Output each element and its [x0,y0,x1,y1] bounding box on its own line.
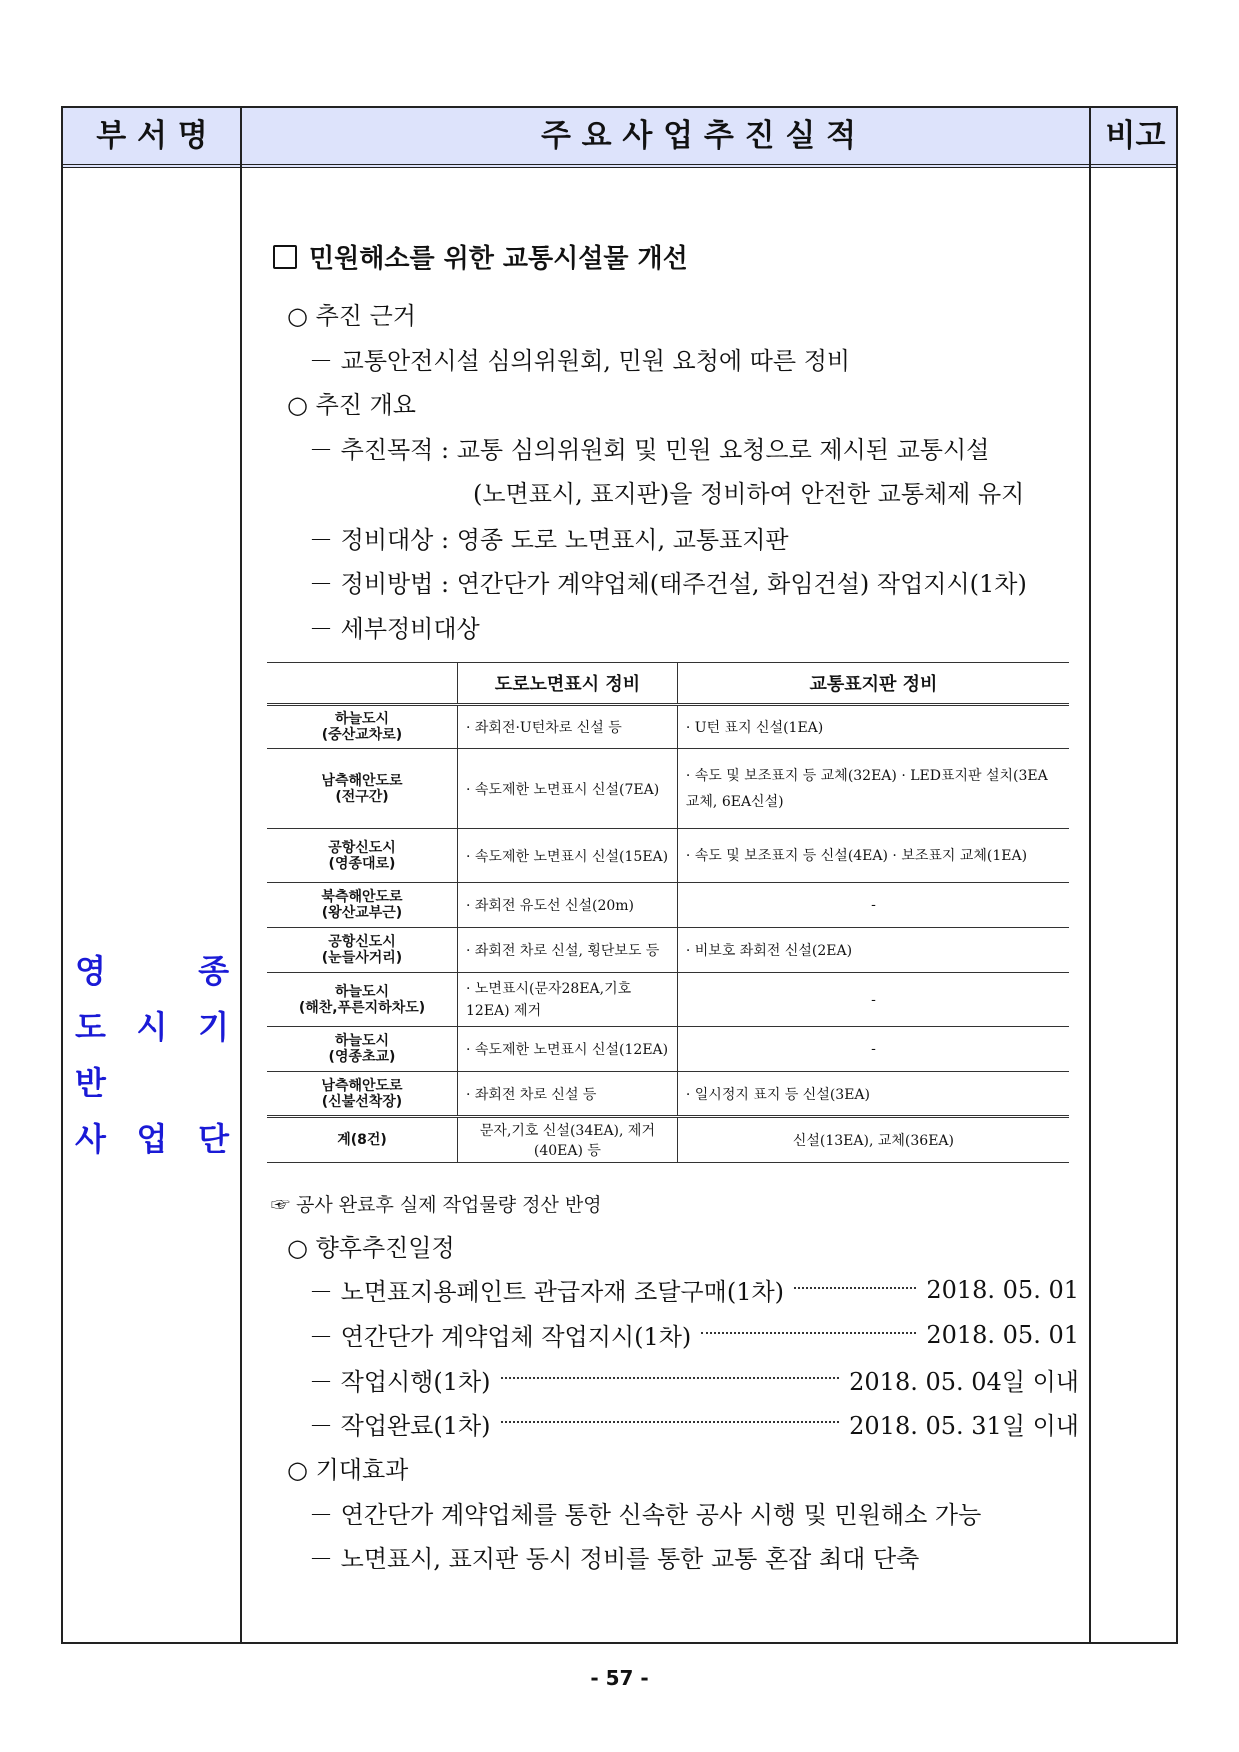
table-row [267,883,1069,928]
row-location-detail: (왕산교부근) [321,905,403,921]
schedule-item: － 연간단가 계약업체 작업지시(1차) 2018. 05. 01 [309,1320,1079,1351]
dept-line-2: 도 시 기 반 [75,1008,229,1102]
table-row [267,829,1069,883]
content-area [241,108,1089,1638]
row-road-work: · 노면표시(문자28EA,기호12EA) 제거 [458,973,678,1027]
row-sign-work: · 일시정지 표지 등 신설(3EA) [677,1072,1069,1117]
row-location: 북측해안도로 [321,889,403,905]
header-main: 주 요 사 업 추 진 실 적 [540,118,857,154]
overview-purpose-1: － 추진목적 : 교통 심의위원회 및 민원 요청으로 제시된 교통시설 [309,436,990,464]
table-row [267,928,1069,973]
total-label: 계(8건) [267,1117,458,1163]
page-number: - 57 - [590,1666,649,1690]
row-location: 남측해안도로 [321,1077,403,1094]
department-name [67,943,237,1167]
header-dept: 부 서 명 [96,118,208,154]
row-location-detail: (전구간) [335,788,389,805]
table-row [267,749,1069,829]
schedule-item: － 작업시행(1차) 2018. 05. 04일 이내 [309,1368,1079,1396]
total-sign-work: 신설(13EA), 교체(36EA) [677,1117,1069,1163]
settlement-note: ☞ 공사 완료후 실제 작업물량 정산 반영 [271,1194,602,1216]
report-frame [61,106,1178,1644]
table-row [267,705,1069,749]
overview-purpose-2: (노면표시, 표지판)을 정비하여 안전한 교통체제 유지 [473,480,1025,508]
row-location-detail: (영종초교) [328,1049,396,1065]
dept-line-1: 영 종 [75,952,229,990]
total-road-work: 문자,기호 신설(34EA), 제거(40EA) 등 [458,1117,678,1163]
basis-heading: ○ 추진 근거 [287,302,416,330]
effects-item-2: － 노면표시, 표지판 동시 정비를 통한 교통 혼잡 최대 단축 [309,1545,920,1573]
table-header-road: 도로노면표시 정비 [458,663,678,705]
effects-item-1: － 연간단가 계약업체를 통한 신속한 공사 시행 및 민원해소 가능 [309,1501,982,1529]
row-location: 하늘도시 [334,1033,390,1049]
row-location: 하늘도시 [334,983,390,1000]
row-sign-work: - [677,973,1069,1027]
divider-right [1089,108,1091,1642]
row-road-work: · 속도제한 노면표시 신설(7EA) [458,749,678,829]
row-location-detail: (중산교차로) [321,727,403,743]
row-location: 하늘도시 [334,711,390,727]
overview-heading: ○ 추진 개요 [287,391,416,419]
row-road-work: · 좌회전·U턴차로 신설 등 [458,705,678,749]
row-location: 공항신도시 [328,934,396,950]
table-row [267,1027,1069,1072]
row-sign-work: · 속도 및 보조표지 등 신설(4EA) · 보조표지 교체(1EA) [677,829,1069,883]
row-location-detail: (눈들사거리) [321,950,403,966]
table-header-empty [267,663,458,705]
row-road-work: · 좌회전 차로 신설, 횡단보도 등 [458,928,678,973]
table-row [267,973,1069,1027]
row-sign-work: · U턴 표지 신설(1EA) [677,705,1069,749]
row-road-work: · 속도제한 노면표시 신설(15EA) [458,829,678,883]
schedule-item: － 작업완료(1차) 2018. 05. 31일 이내 [309,1412,1079,1440]
row-sign-work: - [677,1027,1069,1072]
row-sign-work: · 속도 및 보조표지 등 교체(32EA) · LED표지판 설치(3EA교체, 6EA신설) [677,749,1069,829]
table-row [267,1072,1069,1117]
table-header-sign: 교통표지판 정비 [677,663,1069,705]
row-location: 공항신도시 [328,839,396,856]
checkbox-square-icon [273,245,297,269]
row-location: 남측해안도로 [321,772,403,789]
effects-heading: ○ 기대효과 [287,1456,409,1484]
schedule-heading: ○ 향후추진일정 [287,1234,455,1262]
row-road-work: · 좌회전 차로 신설 등 [458,1072,678,1117]
row-location-detail: (영종대로) [328,855,396,872]
table-total-row [267,1117,1069,1163]
row-road-work: · 좌회전 유도선 신설(20m) [458,883,678,928]
row-location-detail: (신불선착장) [321,1093,403,1110]
row-sign-work: - [677,883,1069,928]
overview-detail: － 세부정비대상 [309,615,480,643]
detail-table [267,662,1069,1163]
overview-target: － 정비대상 : 영종 도로 노면표시, 교통표지판 [309,526,789,554]
overview-method: － 정비방법 : 연간단가 계약업체(태주건설, 화임건설) 작업지시(1차) [309,570,1027,598]
header-note: 비고 [1105,118,1166,154]
table-header-row [267,663,1069,705]
row-location-detail: (해찬,푸른지하차도) [298,999,426,1016]
row-road-work: · 속도제한 노면표시 신설(12EA) [458,1027,678,1072]
schedule-item: － 노면표지용페인트 관급자재 조달구매(1차) 2018. 05. 01 [309,1275,1079,1306]
dept-line-3: 사 업 단 [75,1120,229,1158]
section-title: 민원해소를 위한 교통시설물 개선 [273,238,688,275]
basis-item: － 교통안전시설 심의위원회, 민원 요청에 따른 정비 [309,347,851,375]
row-sign-work: · 비보호 좌회전 신설(2EA) [677,928,1069,973]
